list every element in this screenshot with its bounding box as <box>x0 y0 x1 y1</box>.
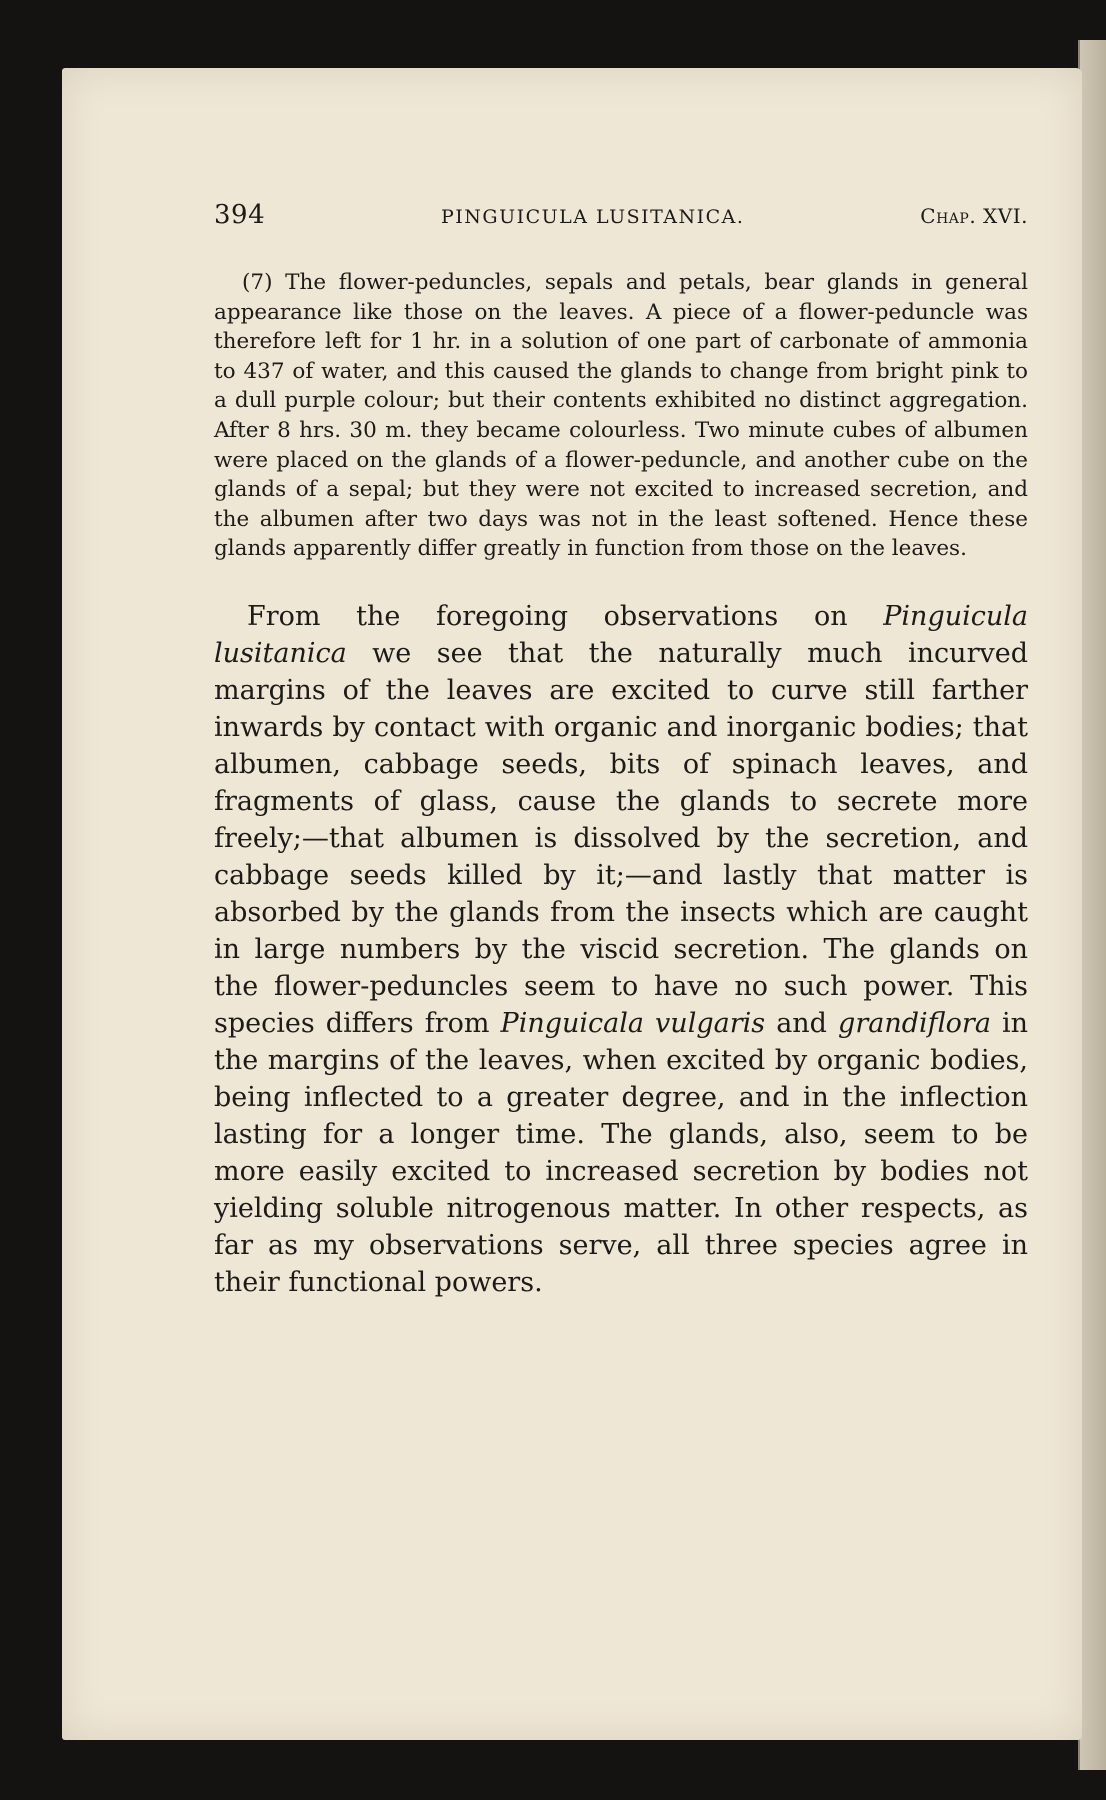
summary-text-3: and <box>765 1007 839 1039</box>
paragraph-flower-peduncles: (7) The flower-peduncles, sepals and petals, bear glands in general appearance like those on the leaves. A piece of a flower-peduncle was therefore left for 1 hr. in a solution of one part of carbonate of ammonia to 437 of water, and this caused the glands to change from bright pink to a dull purple colour; but their contents exhibited no distinct aggregation. After 8 hrs. 30 m. they became colourless. Two minute cubes of albumen were placed on the glands of a flower-peduncle, and another cube on the glands of a sepal; but they were not excited to increased secretion, and the albumen after two days was not in the least softened. Hence these glands apparently differ greatly in function from those on the leaves. <box>214 270 1028 562</box>
chapter-label: Chap. XVI. <box>920 204 1028 228</box>
species-name-vulgaris: Pinguicala vulgaris <box>500 1007 766 1039</box>
page-content <box>214 200 1028 1301</box>
next-page-edge <box>1078 40 1106 1770</box>
running-title: PINGUICULA LUSITANICA. <box>441 206 745 228</box>
summary-text-4: in the margins of the leaves, when excited by organic bodies, being inflected to a greater degree, and in the inflection lasting for a longer time. The glands, also, seem to be more easily excited to increased secretion by bodies not yielding soluble nitrogenous matter. In other respects, as far as my observations serve, all three species agree in their functional powers. <box>214 1007 1029 1298</box>
running-head <box>214 200 1028 240</box>
page-number: 394 <box>214 200 266 230</box>
species-name-lusitanica: Pinguicula lusitanica <box>214 600 1028 669</box>
species-name-grandiflora: grandiflora <box>838 1007 991 1039</box>
summary-text-1: From the foregoing observations on <box>247 600 884 632</box>
summary-text-2: we see that the naturally much incurved margins of the leaves are excited to curve still farther inwards by contact with organic and inorganic bodies; that albumen, cabbage seeds, bits of spinach leaves, and fragments of glass, cause the glands to secrete more freely;—that albumen is dissolved by the secretion, and cabbage seeds killed by it;—and lastly that matter is absorbed by the glands from the insects which are caught in large numbers by the viscid secretion. The glands on the flower-peduncles seem to have no such power. This species differs from <box>214 637 1028 1039</box>
paragraph-summary <box>214 598 1028 1301</box>
